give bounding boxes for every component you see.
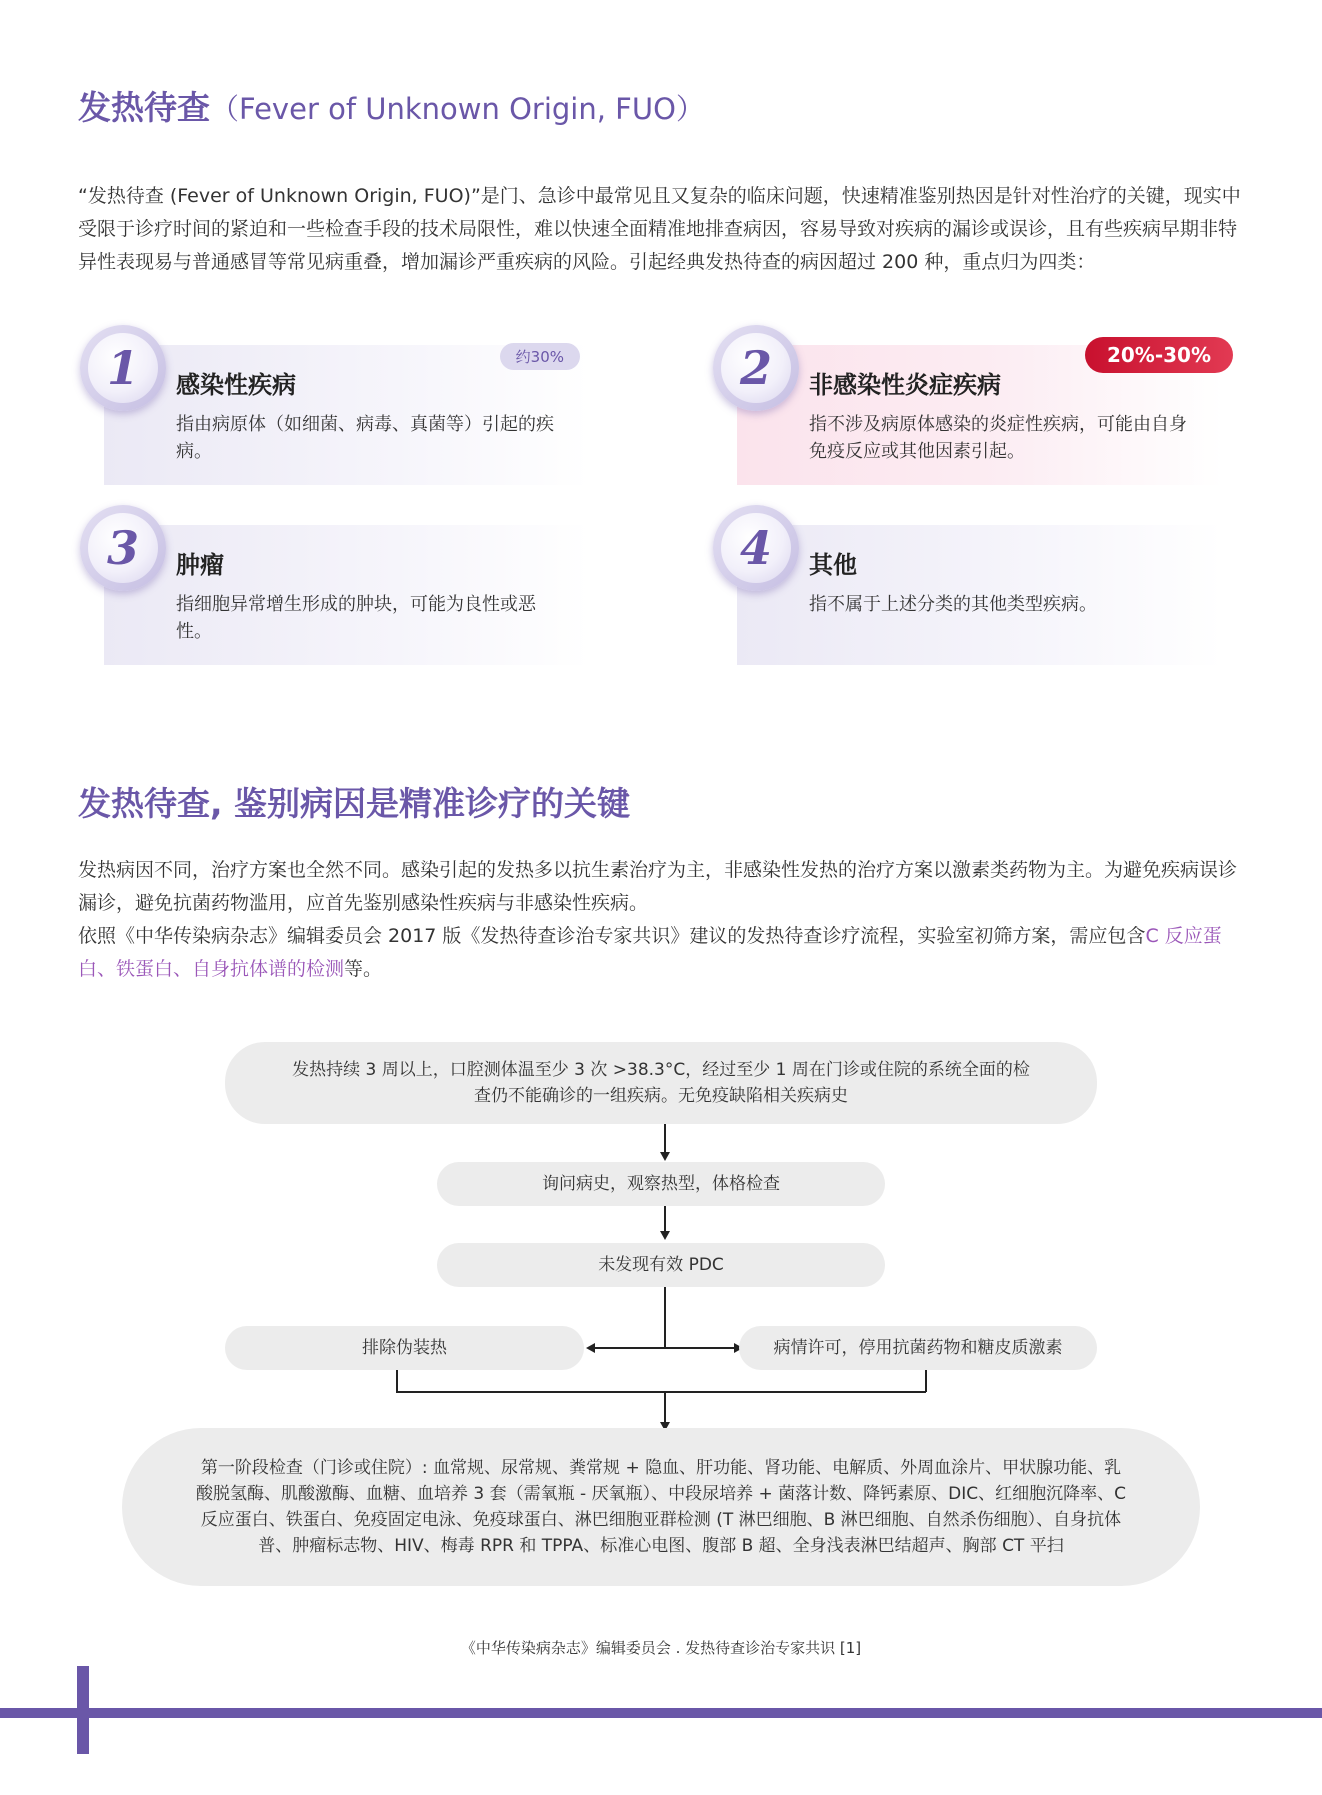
footer-decor-line (0, 1708, 1322, 1718)
connector-line (396, 1391, 926, 1393)
card-title: 其他 (809, 551, 857, 579)
connector-line (664, 1287, 666, 1348)
connector-line (664, 1206, 666, 1233)
footer-decor-bar (77, 1666, 89, 1754)
number-text: 3 (88, 513, 158, 583)
section-title-diagnosis: 发热待查, 鉴别病因是精准诊疗的关键 (78, 784, 631, 823)
flow-step-first-stage-tests: 第一阶段检查（门诊或住院）: 血常规、尿常规、粪常规 + 隐血、肝功能、肾功能、电解质、外周血涂片、甲状腺功能、乳酸脱氢酶、肌酸激酶、血糖、血培养 3 套（需氧瓶 - 厌氧瓶）、中段尿培养 + 菌落计数、降钙素原、DIC、红细胞沉降率、C 反应蛋白、铁蛋白、免疫固定电泳、免疫球蛋白、淋巴细胞亚群检测 (T 淋巴细胞、B 淋巴细胞、自然杀伤细胞）、自身抗体普、肿瘤标志物、HIV、梅毒 RPR 和 TPPA、标准心电图、腹部 B 超、全身浅表淋巴结超声、胸部 CT 平扫 (122, 1428, 1200, 1586)
flow-step-definition: 发热持续 3 周以上，口腔测体温至少 3 次 >38.3°C，经过至少 1 周在门诊或住院的系统全面的检查仍不能确诊的一组疾病。无免疫缺陷相关疾病史 (225, 1042, 1097, 1124)
arrow-down-icon (660, 1231, 670, 1240)
arrow-left-icon (586, 1343, 595, 1353)
card-title: 非感染性炎症疾病 (809, 371, 1001, 399)
intro-paragraph (78, 180, 1248, 279)
number-text: 4 (721, 513, 791, 583)
connector-line (396, 1370, 398, 1392)
flow-step-no-pdc: 未发现有效 PDC (437, 1243, 885, 1287)
category-card-3 (80, 505, 590, 665)
highlight-text: C 反应蛋白、铁蛋白、自身抗体谱的检测 (78, 925, 1222, 980)
flow-step-history: 询问病史，观察热型，体格检查 (437, 1162, 885, 1206)
card-description: 指不属于上述分类的其他类型疾病。 (809, 594, 1097, 615)
connector-line (664, 1124, 666, 1154)
citation: 《中华传染病杂志》编辑委员会 . 发热待查诊治专家共识 [1] (460, 1639, 862, 1657)
title-main: 发热待查 (78, 88, 210, 127)
category-card-2 (713, 325, 1223, 485)
connector-line (594, 1347, 734, 1349)
paragraph-1: 发热病因不同，治疗方案也全然不同。感染引起的发热多以抗生素治疗为主，非感染性发热的治疗方案以激素类药物为主。为避免疾病误诊漏诊，避免抗菌药物滥用，应首先鉴别感染性疾病与非感染性疾病。 (78, 859, 1238, 914)
title-sub: （Fever of Unknown Origin, FUO） (210, 92, 705, 126)
connector-line (664, 1391, 666, 1425)
connector-line (925, 1370, 927, 1392)
card-description: 指细胞异常增生形成的肿块，可能为良性或恶性。 (176, 594, 536, 642)
section-title-fuo (78, 82, 705, 129)
paragraph-2-end: 等。 (344, 958, 383, 980)
number-badge (80, 505, 166, 591)
flow-step-exclude-fake: 排除伪装热 (225, 1326, 584, 1370)
number-badge (80, 325, 166, 411)
paragraph-2-text: 依照《中华传染病杂志》编辑委员会 2017 版《发热待查诊治专家共识》建议的发热待查诊疗流程，实验室初筛方案，需应包含 (78, 925, 1146, 947)
card-description: 指不涉及病原体感染的炎症性疾病，可能由自身免疫反应或其他因素引起。 (809, 414, 1187, 462)
card-title: 感染性疾病 (176, 371, 296, 399)
number-text: 1 (88, 333, 158, 403)
number-text: 2 (721, 333, 791, 403)
flow-step-stop-drugs: 病情许可，停用抗菌药物和糖皮质激素 (739, 1326, 1097, 1370)
card-title: 肿瘤 (176, 551, 224, 579)
diagnosis-paragraphs (78, 854, 1248, 986)
category-card-4 (713, 505, 1223, 665)
number-badge (713, 325, 799, 411)
paragraph-2 (78, 920, 1248, 986)
intro-text: “发热待查 (Fever of Unknown Origin, FUO)”是门、急诊中最常见且又复杂的临床问题，快速精准鉴别热因是针对性治疗的关键，现实中受限于诊疗时间的紧迫和一些检查手段的技术局限性，难以快速全面精准地排查病因，容易导致对疾病的漏诊或误诊，且有些疾病早期非特异性表现易与普通感冒等常见病重叠，增加漏诊严重疾病的风险。引起经典发热待查的病因超过 200 种，重点归为四类： (78, 185, 1241, 273)
percent-badge: 约30% (500, 343, 580, 370)
category-card-1 (80, 325, 590, 485)
card-description: 指由病原体（如细菌、病毒、真菌等）引起的疾病。 (176, 414, 554, 462)
number-badge (713, 505, 799, 591)
arrow-down-icon (660, 1152, 670, 1161)
percent-badge: 20%-30% (1085, 337, 1233, 373)
